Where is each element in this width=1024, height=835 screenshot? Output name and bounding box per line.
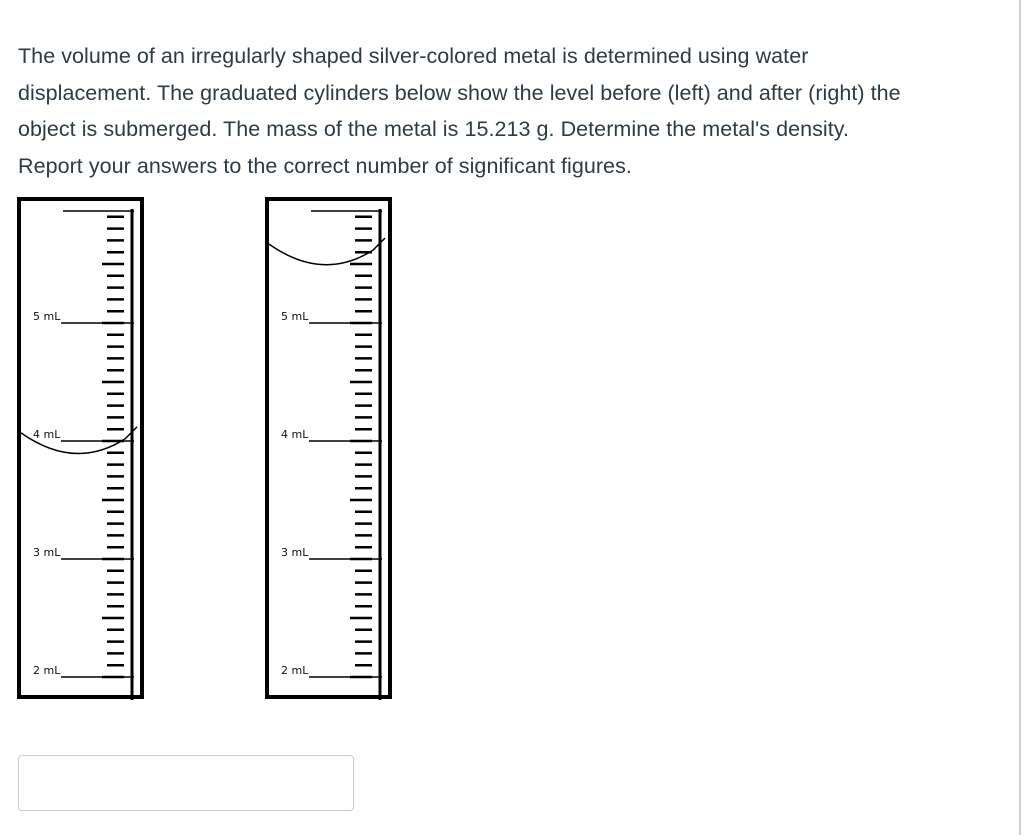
question-line-1: The volume of an irregularly shaped silver-colored metal is determined using water bbox=[18, 44, 809, 68]
question-line-4: Report your answers to the correct number of significant figures. bbox=[18, 154, 632, 179]
cylinder-before-figure bbox=[17, 195, 145, 701]
label-4ml: 4 mL bbox=[281, 428, 309, 441]
label-5ml: 5 mL bbox=[33, 310, 61, 323]
question-line-2: displacement. The graduated cylinders below show the level before (left) and after (right) the bbox=[18, 80, 901, 105]
answer-input[interactable] bbox=[18, 755, 354, 811]
label-3ml: 3 mL bbox=[33, 546, 61, 559]
question-text bbox=[18, 38, 1003, 185]
label-3ml: 3 mL bbox=[281, 546, 309, 559]
label-2ml: 2 mL bbox=[33, 664, 61, 677]
question-line-3: object is submerged. The mass of the metal is 15.213 g. Determine the metal's density. bbox=[18, 117, 849, 142]
cylinder-after-figure bbox=[265, 195, 393, 701]
cylinder-before bbox=[17, 195, 145, 701]
label-2ml: 2 mL bbox=[281, 664, 309, 677]
label-5ml: 5 mL bbox=[281, 310, 309, 323]
label-4ml: 4 mL bbox=[33, 428, 61, 441]
cylinder-after bbox=[265, 195, 393, 701]
